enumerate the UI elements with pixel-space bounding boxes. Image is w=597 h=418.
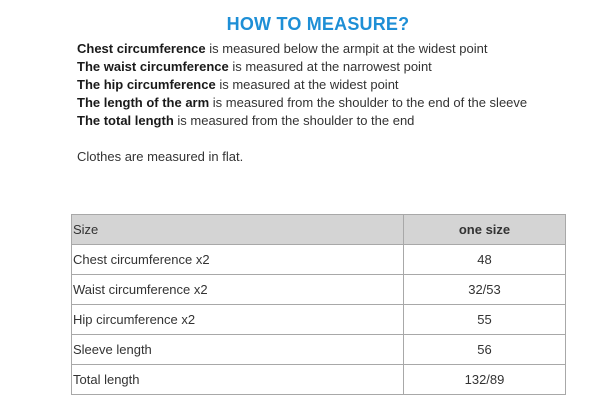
instruction-term: The waist circumference: [77, 59, 229, 74]
row-label: Total length: [72, 365, 404, 395]
row-value: 55: [404, 305, 566, 335]
instruction-term: The hip circumference: [77, 77, 216, 92]
size-column-header: Size: [72, 215, 404, 245]
page-title: HOW TO MEASURE?: [226, 14, 410, 34]
table-row: [72, 365, 566, 395]
instruction-chest: [77, 40, 527, 58]
instruction-hip: [77, 76, 527, 94]
row-value: 48: [404, 245, 566, 275]
row-label: Waist circumference x2: [72, 275, 404, 305]
one-size-column-header: one size: [404, 215, 566, 245]
table-row: [72, 335, 566, 365]
instruction-term: The total length: [77, 113, 174, 128]
instruction-text: is measured below the armpit at the widest point: [205, 41, 488, 56]
row-label: Chest circumference x2: [72, 245, 404, 275]
instruction-text: is measured at the widest point: [215, 77, 399, 92]
row-value: 56: [404, 335, 566, 365]
instruction-waist: [77, 58, 527, 76]
instruction-text: is measured at the narrowest point: [228, 59, 432, 74]
instruction-text: is measured from the shoulder to the end: [173, 113, 415, 128]
instruction-term: Chest circumference: [77, 41, 206, 56]
measurement-instructions: [77, 40, 527, 130]
size-table: [71, 214, 566, 395]
table-row: [72, 245, 566, 275]
table-row: [72, 275, 566, 305]
row-value: 132/89: [404, 365, 566, 395]
row-value: 32/53: [404, 275, 566, 305]
table-header-row: [72, 215, 566, 245]
table-row: [72, 305, 566, 335]
instruction-arm: [77, 94, 527, 112]
instruction-total-length: [77, 112, 527, 130]
instruction-term: The length of the arm: [77, 95, 210, 110]
row-label: Sleeve length: [72, 335, 404, 365]
row-label: Hip circumference x2: [72, 305, 404, 335]
flat-measure-note: Clothes are measured in flat.: [77, 149, 244, 164]
instruction-text: is measured from the shoulder to the end of the sleeve: [209, 95, 528, 110]
